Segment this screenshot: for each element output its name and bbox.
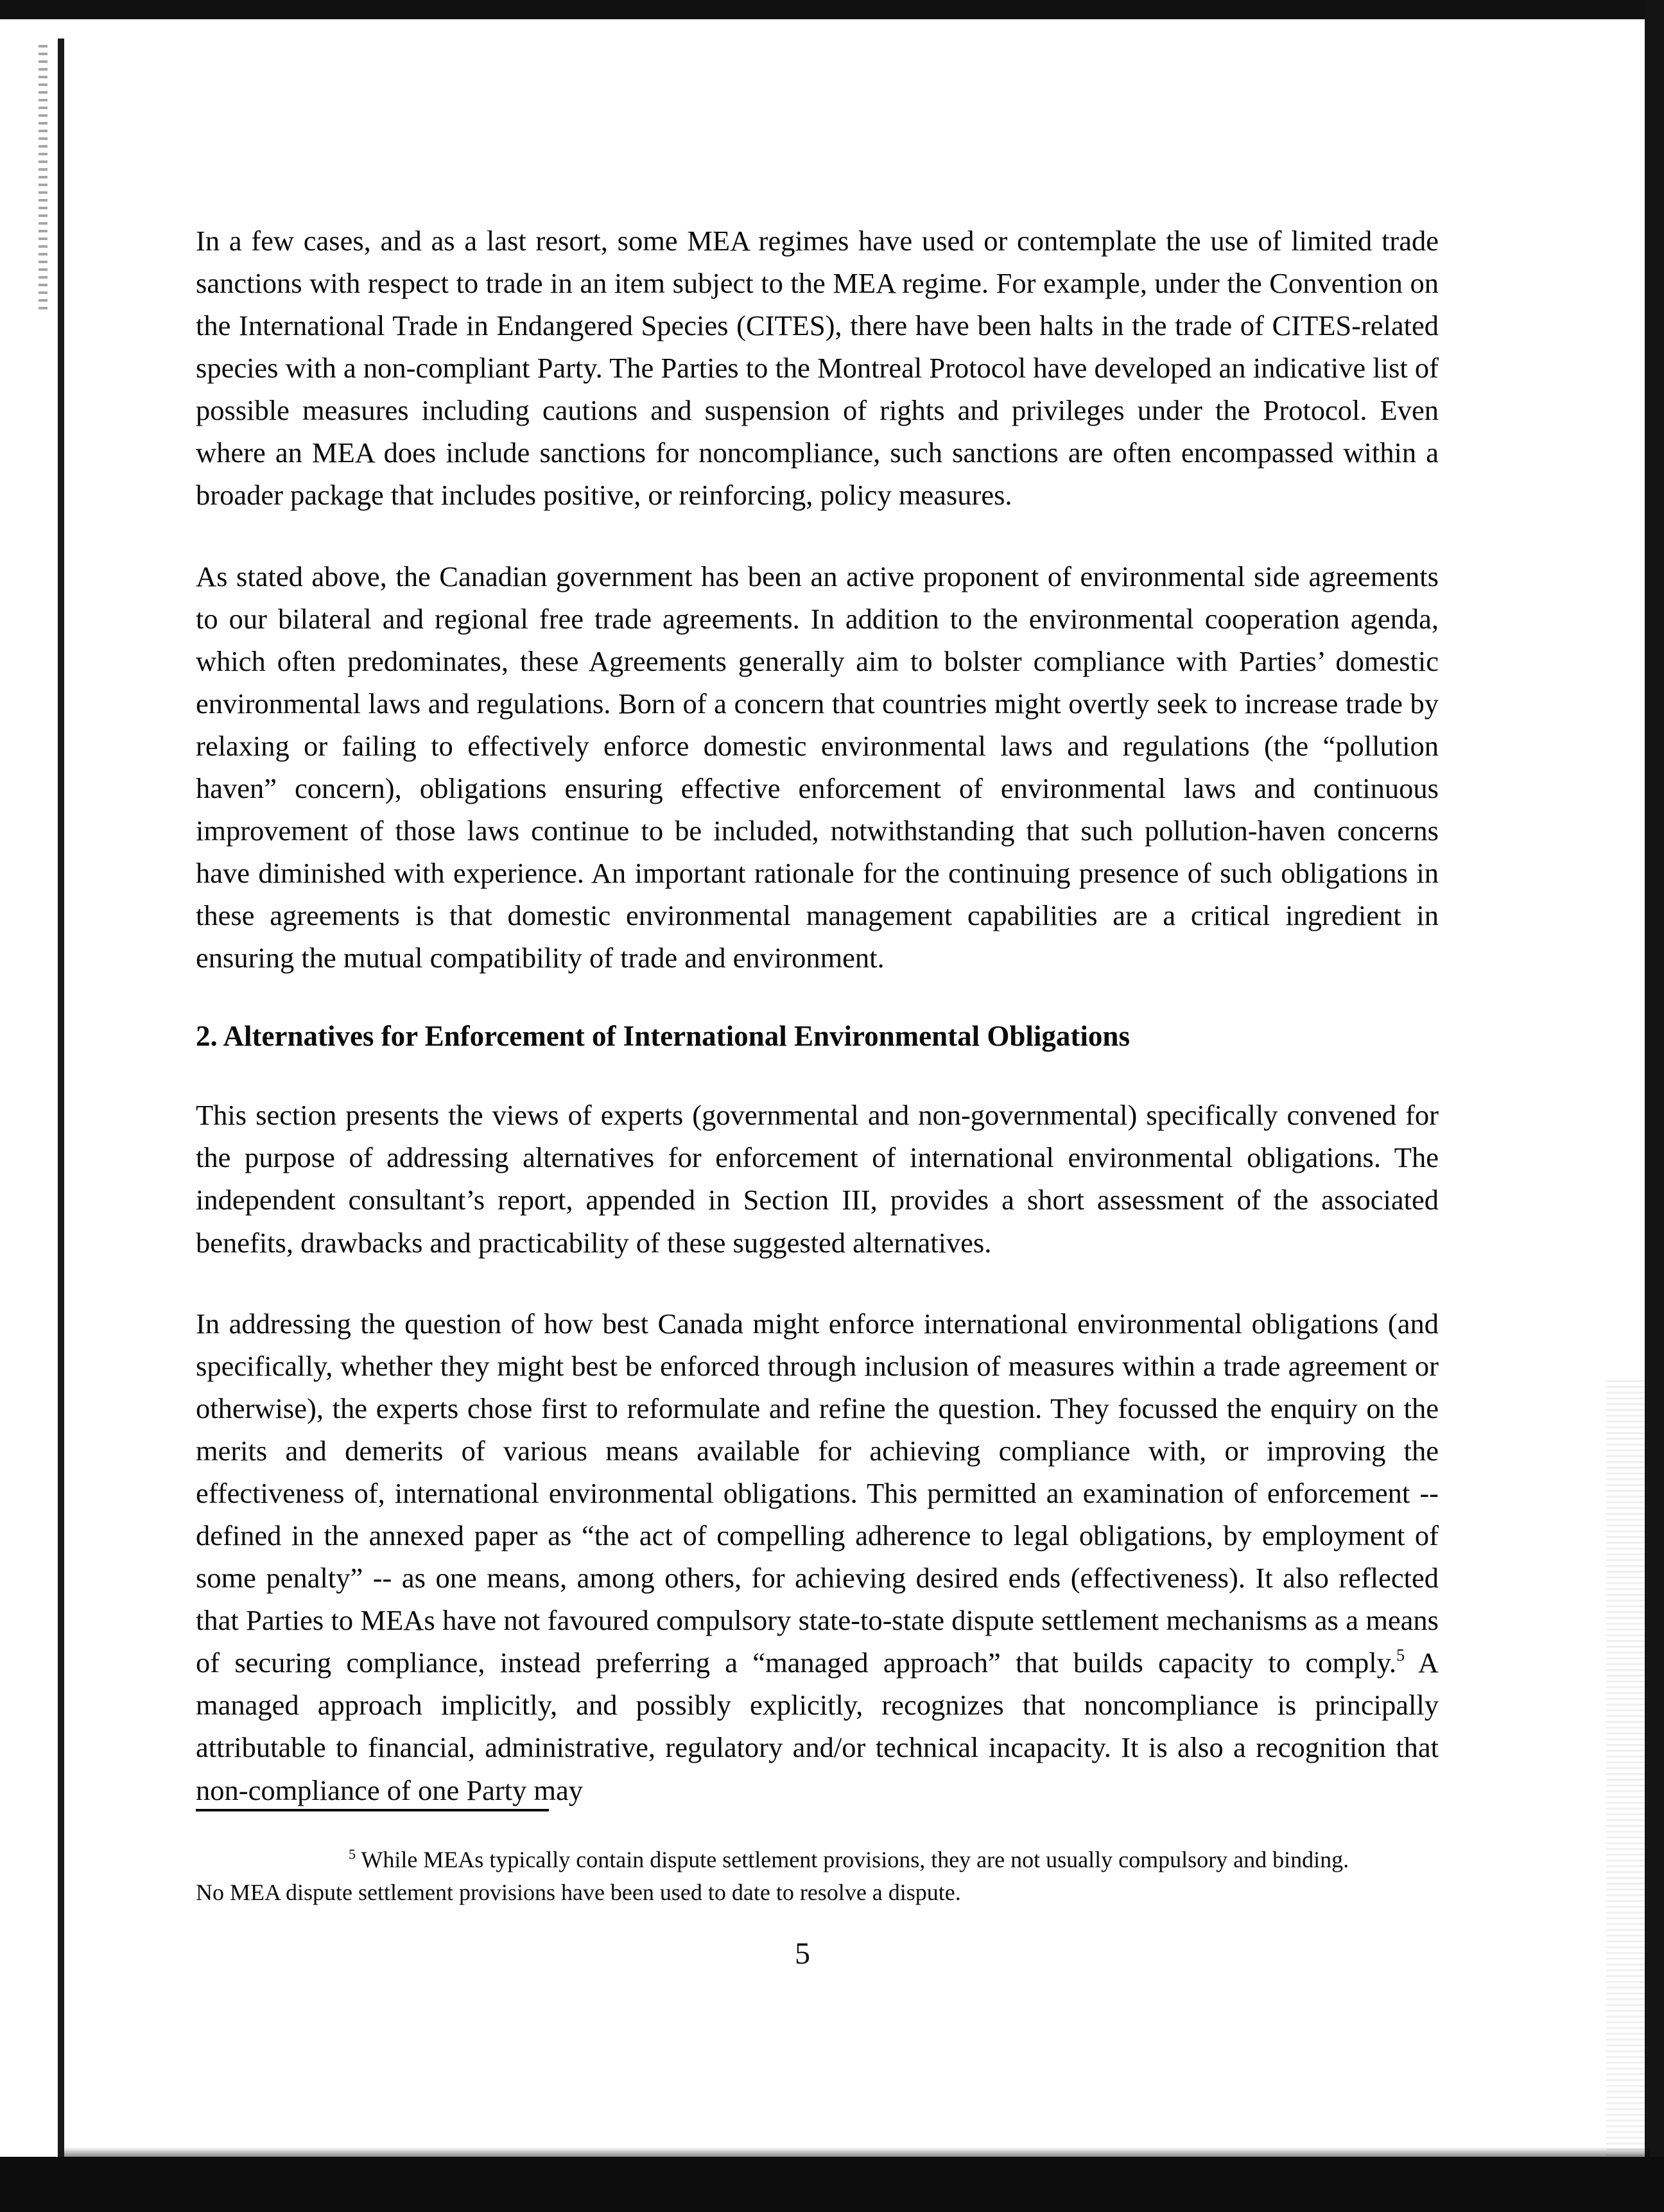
footnote-separator	[196, 1809, 549, 1811]
page-number: 5	[795, 1937, 810, 1971]
footnote	[196, 1844, 1358, 1909]
scan-bottom-border	[0, 2157, 1664, 2212]
section-heading: 2. Alternatives for Enforcement of International Environmental Obligations	[196, 1020, 1130, 1053]
page-body	[196, 220, 1439, 1811]
body-paragraph: As stated above, the Canadian government has been an active proponent of environmental side agreements to our bilateral and regional free trade agreements. In addition to the environmental cooperation agenda, which often predominates, these Agreements generally aim to bolster compliance with Parties’ domestic environmental laws and regulations. Born of a concern that countries might overtly seek to increase trade by relaxing or failing to effectively enforce domestic environmental laws and regulations (the “pollution haven” concern), obligations ensuring effective enforcement of environmental laws and continuous improvement of those laws continue to be included, notwithstanding that such pollution-haven concerns have diminished with experience. An important rationale for the continuing presence of such obligations in these agreements is that domestic environmental management capabilities are a critical ingredient in ensuring the mutual compatibility of trade and environment.	[196, 560, 1439, 974]
scan-noise	[39, 45, 48, 315]
paragraph-text: A managed approach implicitly, and possibly explicitly, recognizes that noncompliance is principally attributable to financial, administrative, regulatory and/or technical incapacity. It is also a recognition that non-compliance of one Party may	[196, 1646, 1439, 1806]
scan-right-border	[1645, 0, 1664, 2212]
body-paragraph	[196, 1302, 1439, 1811]
scan-noise	[1606, 1380, 1645, 2182]
body-paragraph: In a few cases, and as a last resort, some MEA regimes have used or contemplate the use of limited trade sanctions with respect to trade in an item subject to the MEA regime. For example, under the Convention on the International Trade in Endangered Species (CITES), there have been halts in the trade of CITES-related species with a non-compliant Party. The Parties to the Montreal Protocol have developed an indicative list of possible measures including cautions and suspension of rights and privileges under the Protocol. Even where an MEA does include sanctions for noncompliance, such sanctions are often encompassed within a broader package that includes positive, or reinforcing, policy measures.	[196, 225, 1439, 512]
footnote-reference: 5	[1396, 1646, 1405, 1665]
footnote-text: While MEAs typically contain dispute settlement provisions, they are not usually compulsory and binding. No MEA dispute settlement provisions have been used to date to resolve a dispute.	[196, 1847, 1349, 1906]
scan-left-edge	[58, 39, 64, 2163]
scan-top-border	[0, 0, 1664, 19]
paragraph-text: In addressing the question of how best Canada might enforce international environmental obligations (and specifically, whether they might best be enforced through inclusion of measures within a trade agreement or otherwise), the experts chose first to reformulate and refine the question. They focussed the enquiry on the merits and demerits of various means available for achieving compliance with, or improving the effectiveness of, international environmental obligations. This permitted an examination of enforcement -- defined in the annexed paper as “the act of compelling adherence to legal obligations, by employment of some penalty” -- as one means, among others, for achieving desired ends (effectiveness). It also reflected that Parties to MEAs have not favoured compulsory state-to-state dispute settlement mechanisms as a means of securing compliance, instead preferring a “managed approach” that builds capacity to comply.	[196, 1307, 1439, 1679]
footnote-marker: 5	[349, 1846, 356, 1862]
body-paragraph: This section presents the views of experts (governmental and non-governmental) specifically convened for the purpose of addressing alternatives for enforcement of international environmental obligations. The independent consultant’s report, appended in Section III, provides a short assessment of the associated benefits, drawbacks and practicability of these suggested alternatives.	[196, 1099, 1439, 1259]
